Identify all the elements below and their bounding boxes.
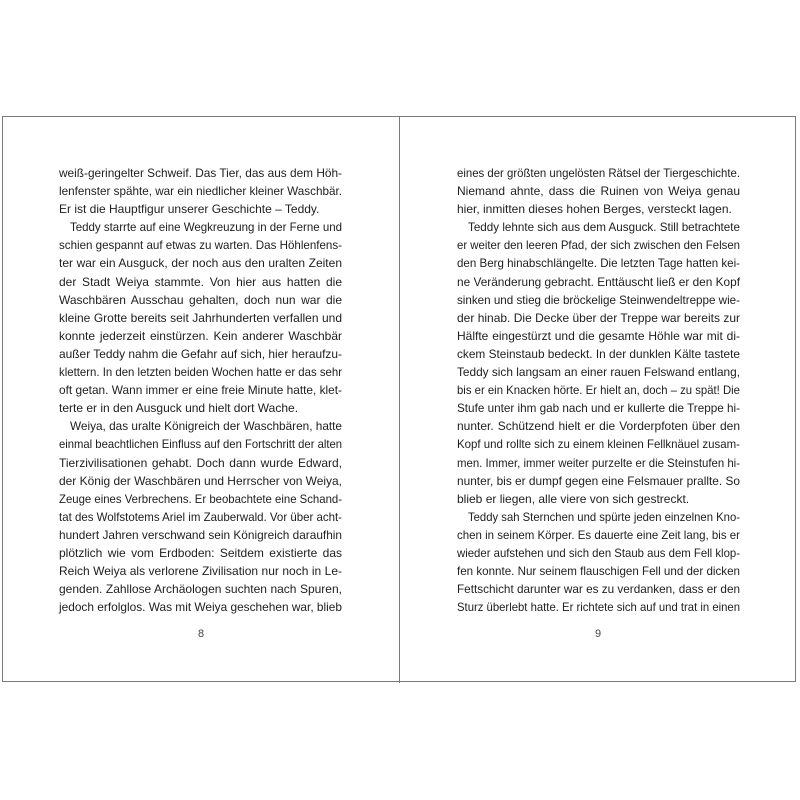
text-line xyxy=(457,562,740,580)
text-line xyxy=(457,182,740,200)
text-line-content: Fettschicht darunter war es zu verdanken, dass er den xyxy=(457,582,740,597)
text-line-content: Zeuge eines Verbrechens. Er beobachtete eine Schand- xyxy=(59,491,342,506)
text-line xyxy=(59,399,342,417)
text-line-content: ckem Steinstaub bedeckt. In der dunklen Kälte tastete xyxy=(457,346,740,361)
text-line xyxy=(59,291,342,309)
text-line-content: blieb er liegen, alle viere von sich gestreckt. xyxy=(457,491,690,506)
text-line-content: terte er in den Ausguck und hielt dort Wache. xyxy=(59,401,299,416)
text-line-content: chen in seinem Körper. Es dauerte eine Zeit lang, bis er xyxy=(457,527,740,542)
text-line xyxy=(59,200,342,218)
text-line xyxy=(457,218,740,236)
text-line xyxy=(59,273,342,291)
text-line xyxy=(457,236,740,254)
text-line xyxy=(59,254,342,272)
text-line xyxy=(457,327,740,345)
text-line xyxy=(457,309,740,327)
text-line xyxy=(59,218,342,236)
text-line-content: jedoch erfolglos. Was mit Weiya geschehen war, blieb xyxy=(59,600,342,615)
text-line xyxy=(457,508,740,526)
text-line xyxy=(457,399,740,417)
text-line xyxy=(457,435,740,453)
page-number-right: 9 xyxy=(594,628,602,640)
text-line xyxy=(457,454,740,472)
text-line-content: weiß-geringelter Schweif. Das Tier, das aus dem Höh- xyxy=(59,166,342,180)
text-line-content: genden. Zahllose Archäologen suchten nach Spuren, xyxy=(59,582,342,597)
text-line-content: Teddy lehnte sich aus dem Ausguck. Still betrachtete xyxy=(468,220,740,235)
text-line-content: oft getan. Wann immer er eine freie Minute hatte, klet- xyxy=(59,383,342,398)
text-line-content: Er ist die Hauptfigur unserer Geschichte – Teddy. xyxy=(59,202,320,217)
text-line-content: wieder aufstehen und sich den Staub aus dem Fell klop- xyxy=(457,545,740,560)
text-line xyxy=(59,327,342,345)
text-line-content: fen konnte. Nur seinem flauschigen Fell und der dicken xyxy=(457,564,740,579)
text-line-content: außer Teddy nahm die Gefahr auf sich, hier heraufzu- xyxy=(59,346,342,361)
text-line xyxy=(59,580,342,598)
right-page-text xyxy=(457,164,740,616)
text-line xyxy=(59,164,342,182)
text-line-content: nunter. Schützend hielt er die Vorderpfoten über den xyxy=(457,419,740,434)
text-line xyxy=(59,526,342,544)
text-line-content: einmal beachtlichen Einfluss auf den Fortschritt der alten xyxy=(59,437,342,452)
text-line-content: Hälfte eingestürzt und die gesamte Höhle war mit di- xyxy=(457,328,740,343)
text-line-content: men. Immer, immer weiter purzelte er die Steinstufen hi- xyxy=(457,455,740,470)
text-line-content: Teddy sich langsam an einer rauen Felswand entlang, xyxy=(457,365,740,380)
text-line-content: Tierzivilisationen gehabt. Doch dann wurde Edward, xyxy=(59,455,342,470)
text-line xyxy=(457,544,740,562)
text-line xyxy=(457,417,740,435)
text-line xyxy=(457,472,740,490)
text-line xyxy=(457,381,740,399)
text-line xyxy=(457,598,740,616)
text-line xyxy=(59,435,342,453)
text-line xyxy=(457,345,740,363)
left-page-text xyxy=(59,164,342,616)
text-line xyxy=(457,490,740,508)
text-line-content: konnte jederzeit einstürzen. Kein anderer Waschbär xyxy=(59,328,342,343)
text-line-content: hier, inmitten dieses hohen Berges, versteckt lagen. xyxy=(457,202,732,217)
text-line xyxy=(59,182,342,200)
text-line-content: plötzlich wie vom Erdboden: Seitdem existierte das xyxy=(59,545,342,560)
text-line-content: schien gespannt auf etwas zu warten. Das Höhlenfens- xyxy=(59,238,342,253)
text-line xyxy=(59,454,342,472)
text-line-content: tat des Wolfstotems Ariel im Zauberwald. Vor über acht- xyxy=(59,509,342,524)
text-line-content: Niemand ahnte, dass die Ruinen von Weiya genau xyxy=(457,184,740,199)
text-line-content: klettern. In den letzten beiden Wochen hatte er das sehr xyxy=(59,365,342,380)
text-line xyxy=(457,273,740,291)
text-line xyxy=(59,490,342,508)
text-line-content: Sturz überlebt hatte. Er richtete sich auf und trat in einen xyxy=(457,600,740,615)
text-line xyxy=(59,417,342,435)
text-line-content: der König der Waschbären und Herrscher von Weiya, xyxy=(59,473,342,488)
text-line xyxy=(59,562,342,580)
text-line-content: lenfenster spähte, war ein niedlicher kleiner Waschbär. xyxy=(59,184,342,199)
text-line xyxy=(457,291,740,309)
text-line-content: der hinab. Die Decke über der Treppe war bereits zur xyxy=(457,310,740,325)
text-line xyxy=(59,598,342,616)
text-line-content: Teddy starrte auf eine Wegkreuzung in der Ferne und xyxy=(70,220,342,235)
text-line xyxy=(457,200,740,218)
text-line-content: nunter, bis er dumpf gegen eine Felsmauer prallte. So xyxy=(457,473,740,488)
text-line xyxy=(59,236,342,254)
text-line xyxy=(59,508,342,526)
text-line-content: den Berg hinabschlängelte. Die letzten Tage hatten kei- xyxy=(457,256,740,271)
text-line-content: Weiya, das uralte Königreich der Waschbären, hatte xyxy=(70,419,342,434)
text-line xyxy=(457,580,740,598)
page-gutter-divider xyxy=(399,116,400,683)
text-line xyxy=(59,472,342,490)
text-line xyxy=(59,381,342,399)
text-line xyxy=(59,309,342,327)
page-number-left: 8 xyxy=(197,628,205,640)
text-line-content: ne Veränderung gebracht. Enttäuscht ließ er den Kopf xyxy=(457,274,740,289)
text-line-content: sinken und stieg die bröckelige Steinwendeltreppe wie- xyxy=(457,292,740,307)
text-line-content: Waschbären Ausschau gehalten, doch nun war die xyxy=(59,292,342,307)
text-line-content: Kopf und rollte sich zu einem kleinen Fellknäuel zusam- xyxy=(457,437,740,452)
text-line xyxy=(457,164,740,182)
text-line-content: hundert Jahren verschwand sein Königreich daraufhin xyxy=(59,527,342,542)
text-line-content: kleine Grotte bereits seit Jahrhunderten verfallen und xyxy=(59,310,342,325)
text-line-content: bis er ein Knacken hörte. Er hielt an, doch – zu spät! Die xyxy=(457,383,740,398)
text-line xyxy=(59,544,342,562)
text-line xyxy=(457,363,740,381)
text-line-content: er weiter den leeren Pfad, der sich zwischen den Felsen xyxy=(457,238,740,253)
text-line-content: Teddy sah Sternchen und spürte jeden einzelnen Kno- xyxy=(468,509,740,524)
text-line-content: Stufe unter ihm gab nach und er kullerte die Treppe hi- xyxy=(457,401,740,416)
text-line-content: eines der größten ungelösten Rätsel der Tiergeschichte. xyxy=(457,166,740,180)
text-line-content: ter war ein Ausguck, der noch aus den uralten Zeiten xyxy=(59,256,342,271)
text-line xyxy=(457,526,740,544)
text-line-content: der Stadt Weiya stammte. Von hier aus hatten die xyxy=(59,274,342,289)
text-line-content: Reich Weiya als verlorene Zivilisation nur noch in Le- xyxy=(59,564,342,579)
text-line xyxy=(59,363,342,381)
text-line xyxy=(457,254,740,272)
text-line xyxy=(59,345,342,363)
